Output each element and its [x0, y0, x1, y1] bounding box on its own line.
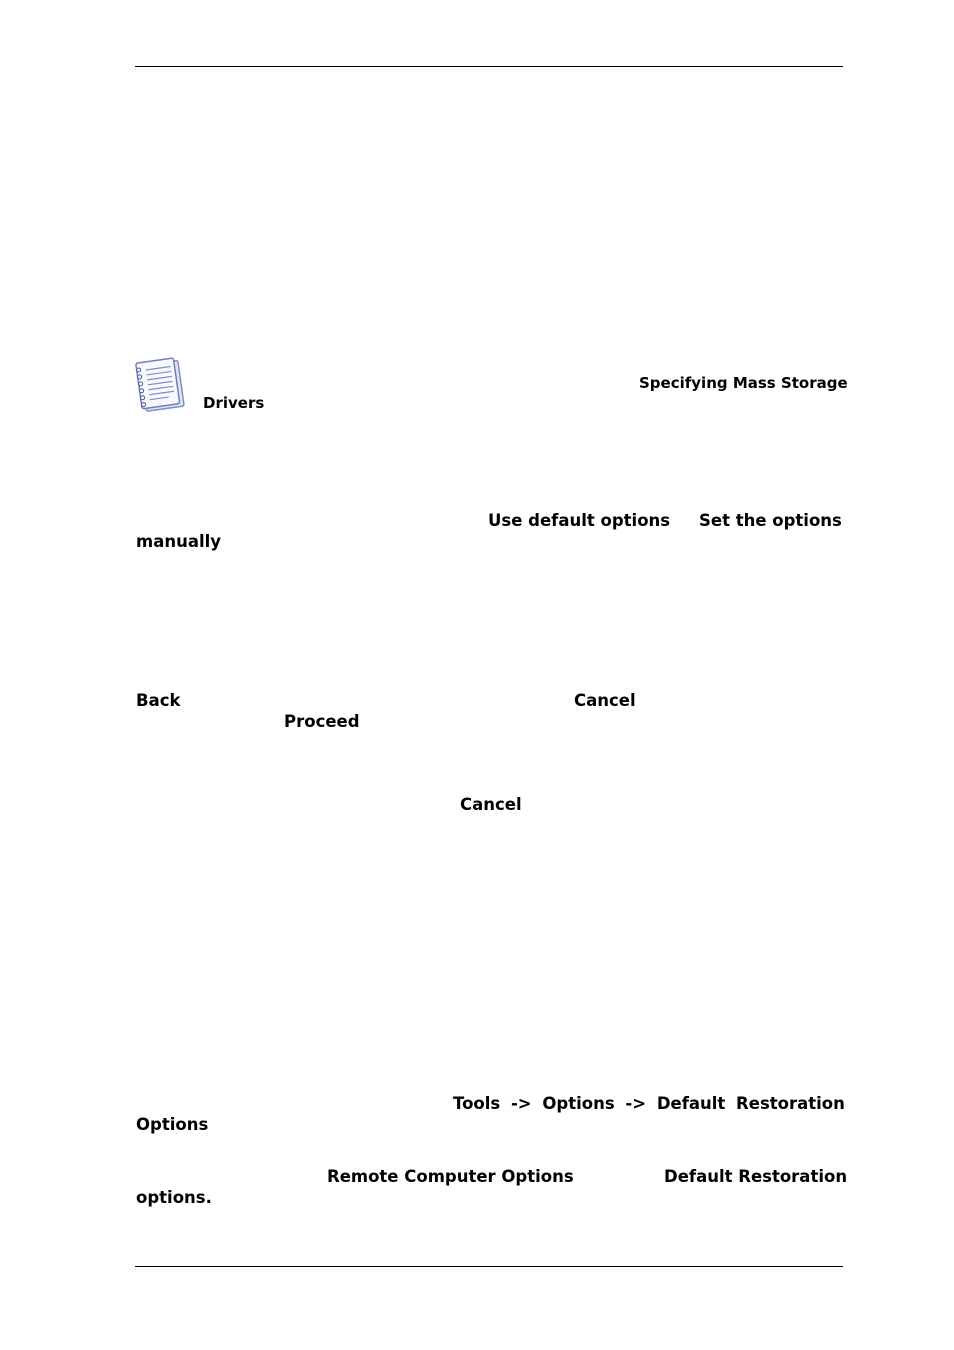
menu-path: Tools -> Options -> Default Restoration — [453, 1094, 845, 1113]
mass-storage-link[interactable]: Specifying Mass Storage — [639, 374, 848, 392]
header-rule — [135, 66, 843, 67]
remote-computer-options-label: Remote Computer Options — [327, 1167, 574, 1186]
set-options-label-cont: manually — [136, 532, 222, 551]
proceed-button-label: Proceed — [284, 712, 360, 731]
cancel-button-label: Cancel — [574, 691, 636, 710]
menu-path-cont: Options — [136, 1115, 209, 1134]
notepad-icon — [133, 355, 189, 415]
cancel-button-label-2: Cancel — [460, 795, 522, 814]
mass-storage-link-cont[interactable]: Drivers — [203, 394, 265, 412]
set-options-label: Set the options — [699, 511, 842, 530]
use-default-options-label: Use default options — [488, 511, 671, 530]
back-button-label: Back — [136, 691, 181, 710]
default-restoration-label-cont: options. — [136, 1188, 212, 1207]
default-restoration-label: Default Restoration — [664, 1167, 848, 1186]
footer-rule — [135, 1266, 843, 1267]
